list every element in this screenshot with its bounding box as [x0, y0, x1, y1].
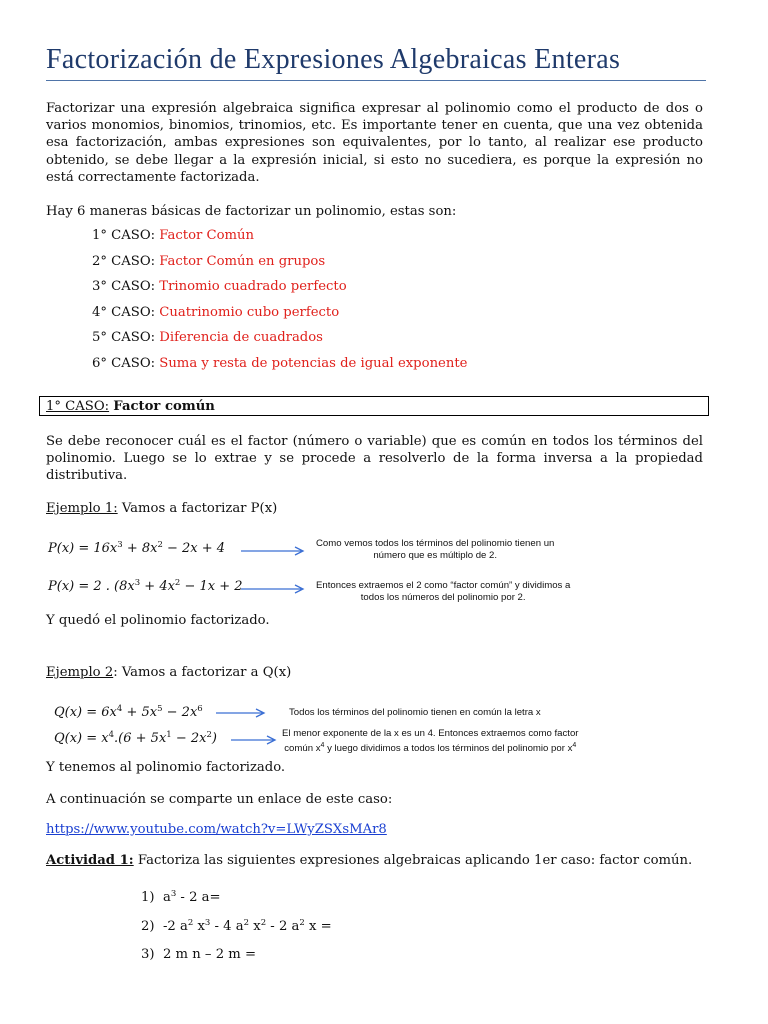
activity-item-1: 1) $a^3 - 2$ a=	[141, 889, 221, 905]
title-underline	[46, 80, 706, 81]
example1-equation-1: $P(x) = 16x^3 + 8x^2 - 2x + 4$	[48, 540, 226, 556]
youtube-link[interactable]: https://www.youtube.com/watch?v=LWyZSXsMAr8	[46, 822, 387, 837]
example2-equation-2: $Q(x) = x^4.(6 + 5x^1 - 2x^2)$	[54, 730, 217, 746]
example2-text: : Vamos a factorizar a Q(x)	[113, 665, 292, 680]
intro-paragraph: Factorizar una expresión algebraica significa expresar al polinomio como el producto de dos o varios monomios, binomios, trinomios, etc. Es importante tener en cuenta, que una vez obtenida esa factorización, ambas expresiones son equivalentes, por lo tanto, al realizar ese producto obtenido, se debe llegar a la expresión inicial, si esto no sucediera, es porque la expresión no está correctamente factorizada.	[46, 101, 703, 185]
case-item-1	[92, 228, 254, 243]
activity-heading	[46, 853, 692, 868]
example1-text: Vamos a factorizar P(x)	[117, 501, 278, 516]
example1-equation-2: P(x) = 2 . ($8x^3 + 4x^2 - 1x + 2$	[48, 578, 243, 594]
activity-label: Actividad 1:	[46, 853, 134, 868]
case-name: Suma y resta de potencias de igual exponente	[159, 356, 468, 371]
case-item-2	[92, 254, 325, 269]
case-prefix: 6° CASO:	[92, 356, 160, 371]
example1-label: Ejemplo 1:	[46, 501, 118, 516]
case-item-5	[92, 330, 323, 345]
example1-note-2: Entonces extraemos el 2 como “factor común” y dividimos a todos los números del polinomio por 2.	[316, 580, 571, 603]
example2-note-1: Todos los términos del polinomio tienen en común la letra x	[289, 707, 541, 718]
section-title: Factor común	[113, 399, 215, 414]
case-prefix: 3° CASO:	[92, 279, 160, 294]
activity-item-3: 3) 2 m n – 2 m =	[141, 947, 257, 962]
example2-heading	[46, 665, 291, 680]
example1-result: Y quedó el polinomio factorizado.	[46, 613, 270, 628]
arrow-right-icon	[230, 734, 278, 746]
example1-note-1: Como vemos todos los términos del polinomio tienen un número que es múltiplo de 2.	[316, 538, 555, 561]
case-prefix: 5° CASO:	[92, 330, 160, 345]
case-prefix: 1° CASO:	[92, 228, 160, 243]
case-item-4	[92, 305, 339, 320]
section-header	[46, 399, 215, 414]
section-header-box	[39, 396, 709, 416]
case-item-6	[92, 356, 467, 371]
case-name: Factor Común en grupos	[159, 254, 326, 269]
activity-item-2: 2) -2 $a^2$ $x^3 - 4$ $a^2$ $x^2 - 2$ $a^2$ x =	[141, 918, 332, 934]
share-text: A continuación se comparte un enlace de este caso:	[46, 792, 393, 807]
cases-intro: Hay 6 maneras básicas de factorizar un polinomio, estas son:	[46, 204, 457, 219]
example2-label: Ejemplo 2	[46, 665, 114, 680]
case-name: Cuatrinomio cubo perfecto	[159, 305, 340, 320]
example2-note-2: El menor exponente de la x es un 4. Entonces extraemos como factor común $x^4$ y luego dividimos a todos los términos del polinomio por $x^4$	[282, 728, 579, 754]
arrow-right-icon	[240, 545, 306, 557]
arrow-right-icon	[240, 583, 306, 595]
example2-result: Y tenemos al polinomio factorizado.	[46, 760, 286, 775]
activity-text: Factoriza las siguientes expresiones algebraicas aplicando 1er caso: factor común.	[133, 853, 693, 868]
section-label: 1° CASO:	[46, 399, 110, 414]
arrow-right-icon	[215, 707, 267, 719]
case-name: Trinomio cuadrado perfecto	[159, 279, 347, 294]
case-name: Factor Común	[159, 228, 255, 243]
example2-equation-1: $Q(x) = 6x^4 + 5x^5 - 2x^6$	[54, 704, 203, 720]
page-title: Factorización de Expresiones Algebraicas Enteras	[46, 44, 621, 75]
example1-heading	[46, 501, 277, 516]
section-paragraph: Se debe reconocer cuál es el factor (número o variable) que es común en todos los términos del polinomio. Luego se lo extrae y se procede a resolverlo de la forma inversa a la propiedad distributiva.	[46, 434, 703, 484]
case-prefix: 2° CASO:	[92, 254, 160, 269]
case-name: Diferencia de cuadrados	[159, 330, 323, 345]
case-item-3	[92, 279, 347, 294]
case-prefix: 4° CASO:	[92, 305, 160, 320]
